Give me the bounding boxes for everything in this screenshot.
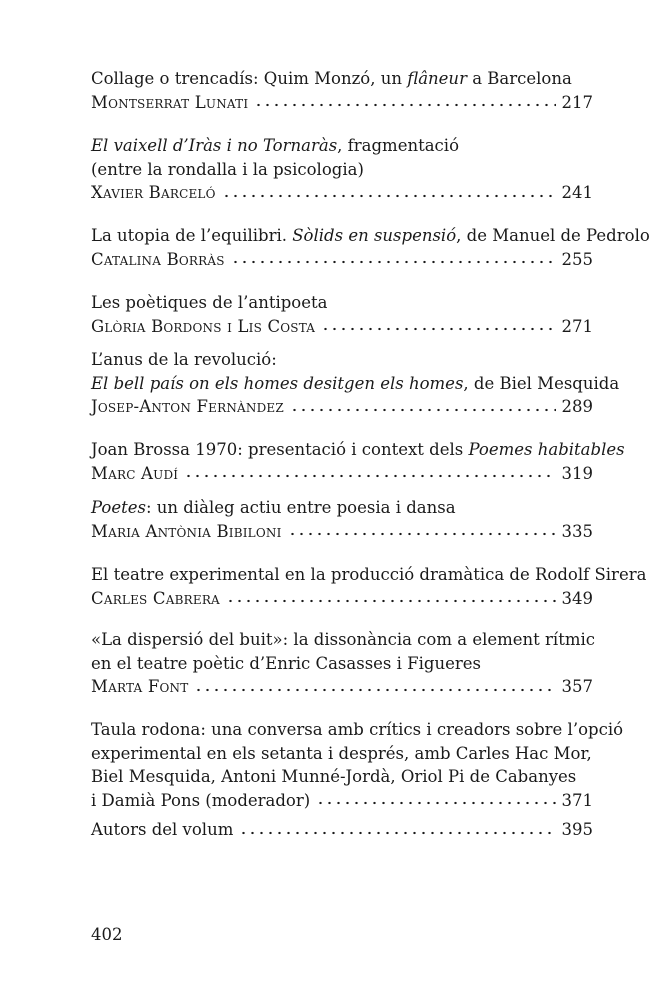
entry-page-number: 371 (561, 790, 593, 810)
entry-title-line: i Damià Pons (moderador) (91, 790, 311, 810)
toc-entry (91, 563, 647, 610)
entry-author: Marta Font (91, 677, 189, 696)
entry-author: Xavier Barceló (91, 183, 216, 202)
leader-line (91, 587, 593, 611)
toc-entry (91, 224, 650, 271)
entry-title-line (91, 134, 593, 158)
italic-title-text: Sòlids en suspensió (292, 226, 457, 245)
entry-author: Marc Audí (91, 463, 179, 483)
entry-title-line (91, 372, 620, 396)
title-text: Biel Mesquida, Antoni Munné-Jordà, Oriol Pi de Cabanyes (91, 767, 577, 786)
entry-title-line (91, 765, 593, 789)
entry-title-line (91, 291, 593, 315)
entry-page-number: 289 (561, 397, 593, 416)
italic-title-text: Poemes habitables (468, 440, 625, 459)
leader-line (91, 395, 593, 419)
entry-page-number: 395 (561, 820, 593, 839)
entry-title-line (91, 652, 593, 676)
entry-author: Maria Antònia Bibiloni (91, 521, 282, 541)
title-text: Joan Brossa 1970: presentació i context dels (91, 440, 469, 459)
dot-leader (226, 598, 556, 604)
entry-author: Glòria Bordons i Lis Costa (91, 316, 316, 336)
title-text: : un diàleg actiu entre poesia i dansa (146, 498, 456, 517)
title-text: L’anus de la revolució: (91, 350, 277, 369)
entry-title-line (91, 224, 650, 248)
leader-line (91, 248, 593, 272)
dot-leader (231, 259, 556, 265)
title-text: Les poètiques de l’antipoeta (91, 293, 328, 312)
entry-title-line (91, 158, 593, 182)
leader-line (91, 520, 593, 544)
entry-author: Catalina Borràs (91, 249, 225, 269)
title-text: (entre la rondalla i la psicologia) (91, 159, 364, 179)
page-number: 402 (91, 925, 123, 944)
title-text: experimental en els setanta i després, amb Carles Hac Mor, (91, 743, 592, 763)
dot-leader (194, 687, 555, 693)
title-text: a Barcelona (466, 69, 572, 88)
toc-entry (91, 628, 596, 699)
title-text: en el teatre poètic d’Enric Casasses i Figueres (91, 653, 481, 673)
italic-title-text: Poetes (91, 498, 146, 517)
title-text: La utopia de l’equilibri. (91, 226, 293, 245)
toc-entry (91, 134, 593, 205)
entry-title-line: Autors del volum (91, 820, 234, 839)
toc-entry (91, 67, 593, 114)
toc-entry (91, 718, 624, 812)
title-text: , de Biel Mesquida (463, 373, 620, 393)
dot-leader (254, 102, 555, 108)
entry-page-number: 255 (561, 249, 593, 269)
leader-line (91, 181, 593, 205)
entry-page-number: 241 (561, 183, 593, 202)
toc-entry (91, 348, 620, 419)
entry-page-number: 349 (561, 588, 593, 608)
entry-page-number: 335 (561, 521, 593, 541)
leader-line (91, 91, 593, 115)
leader-line (91, 818, 593, 842)
leader-line (91, 789, 593, 813)
entry-author: Josep-Anton Fernàndez (91, 397, 284, 416)
entry-title-line (91, 438, 625, 462)
italic-title-text: El vaixell d’Iràs i no Tornaràs (91, 136, 338, 155)
title-text: «La dispersió del buit»: la dissonància com a element rítmic (91, 630, 596, 649)
title-text: Taula rodona: una conversa amb crítics i creadors sobre l’opció (91, 720, 624, 739)
dot-leader (321, 326, 555, 332)
toc-entry (91, 496, 593, 543)
entry-title-line (91, 496, 593, 520)
title-text: , fragmentació (337, 136, 460, 155)
entry-title-line (91, 348, 593, 372)
dot-leader (288, 531, 556, 537)
entry-title-line (91, 718, 624, 742)
dot-leader (222, 193, 556, 199)
italic-title-text: El bell país on els homes desitgen els homes (91, 373, 464, 393)
entry-page-number: 319 (561, 463, 593, 483)
leader-line (91, 675, 593, 699)
entry-title-line (91, 67, 593, 91)
italic-title-text: flâneur (407, 69, 467, 88)
entry-title-line (91, 628, 596, 652)
entry-author: Montserrat Lunati (91, 92, 249, 112)
dot-leader (316, 800, 555, 806)
title-text: , de Manuel de Pedrolo (456, 226, 650, 245)
dot-leader (290, 407, 556, 413)
title-text: El teatre experimental en la producció dramàtica de Rodolf Sirera (91, 565, 647, 584)
entry-title-line (91, 742, 593, 766)
leader-line (91, 462, 593, 486)
leader-line (91, 315, 593, 339)
entry-page-number: 271 (561, 316, 593, 336)
dot-leader (239, 830, 555, 836)
toc-entry (91, 438, 625, 485)
entry-page-number: 217 (561, 92, 593, 112)
entry-title-line (91, 563, 647, 587)
toc-entry (91, 818, 593, 842)
toc-entry (91, 291, 593, 338)
dot-leader (184, 473, 555, 479)
entry-page-number: 357 (561, 677, 593, 696)
title-text: Collage o trencadís: Quim Monzó, un (91, 69, 408, 88)
entry-author: Carles Cabrera (91, 588, 220, 608)
